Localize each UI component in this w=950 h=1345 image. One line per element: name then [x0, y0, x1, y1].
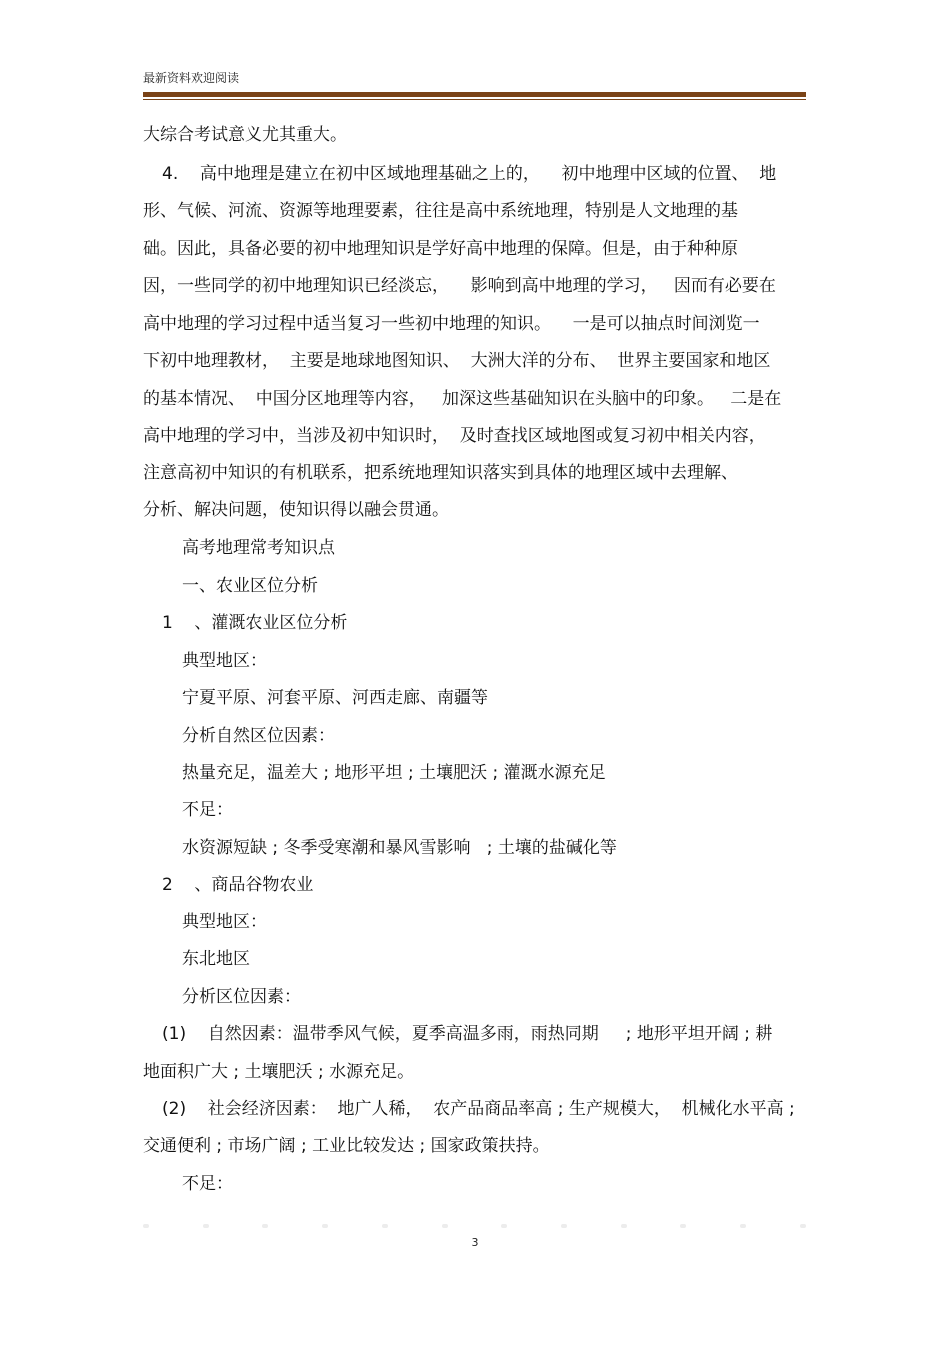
text-remnant-dot [143, 1224, 149, 1228]
text-remnant-dot [442, 1224, 448, 1228]
body-line-4: 础。因此，具备必要的初中地理知识是学好高中地理的保障。但是，由于种种原 [143, 239, 738, 259]
item-heading-2: 2 、商品谷物农业 [162, 875, 314, 895]
body-line-10: 注意高初中知识的有机联系，把系统地理知识落实到具体的地理区域中去理解、 [143, 463, 738, 483]
body-line-28: 交通便利 ; 市场广阔 ; 工业比较发达 ; 国家政策扶持。 [143, 1136, 550, 1156]
text-remnant-dot [322, 1224, 328, 1228]
header-rule-thin [143, 99, 806, 100]
body-line-1: 大综合考试意义尤其重大。 [143, 125, 347, 145]
text-remnant-dot [561, 1224, 567, 1228]
body-line-18: 热量充足，温差大 ; 地形平坦 ; 土壤肥沃 ; 灌溉水源充足 [182, 763, 606, 783]
body-line-11: 分析、解决问题，使知识得以融会贯通。 [143, 500, 449, 520]
body-line-15: 典型地区： [182, 651, 267, 671]
body-line-6: 高中地理的学习过程中适当复习一些初中地理的知识。 一是可以抽点时间浏览一 [143, 314, 760, 334]
text-remnant-dot [680, 1224, 686, 1228]
body-line-26: 地面积广大 ; 土壤肥沃 ; 水源充足。 [143, 1062, 415, 1082]
page-number: 3 [471, 1236, 479, 1249]
body-line-17: 分析自然区位因素： [182, 726, 335, 746]
text-remnant-dot [382, 1224, 388, 1228]
body-line-25: (1) 自然因素：温带季风气候，夏季高温多雨，雨热同期 ; 地形平坦开阔 ; 耕 [162, 1024, 773, 1044]
body-line-24: 分析区位因素： [182, 987, 301, 1007]
item-heading-1: 1 、灌溉农业区位分析 [162, 613, 348, 633]
body-line-23: 东北地区 [182, 949, 250, 969]
section-heading: 高考地理常考知识点 [182, 538, 335, 558]
body-line-5: 因，一些同学的初中地理知识已经淡忘， 影响到高中地理的学习， 因而有必要在 [143, 276, 776, 296]
body-line-27: (2) 社会经济因素： 地广人稀， 农产品商品率高 ; 生产规模大， 机械化水平高 ; [162, 1099, 795, 1119]
body-line-22: 典型地区： [182, 912, 267, 932]
body-line-20: 水资源短缺 ; 冬季受寒潮和暴风雪影响 ; 土壤的盐碱化等 [182, 838, 617, 858]
body-line-16: 宁夏平原、河套平原、河西走廊、南疆等 [182, 688, 488, 708]
cut-off-text-remnant [143, 1222, 806, 1230]
body-line-29: 不足： [182, 1174, 233, 1194]
text-remnant-dot [203, 1224, 209, 1228]
text-remnant-dot [501, 1224, 507, 1228]
page-header-text: 最新资料欢迎阅读 [143, 71, 240, 85]
header-rule-thick [143, 92, 806, 97]
body-line-3: 形、气候、河流、资源等地理要素，往往是高中系统地理，特别是人文地理的基 [143, 201, 738, 221]
body-line-2: 4. 高中地理是建立在初中区域地理基础之上的， 初中地理中区域的位置、 地 [162, 164, 777, 184]
text-remnant-dot [740, 1224, 746, 1228]
text-remnant-dot [800, 1224, 806, 1228]
body-line-19: 不足： [182, 800, 233, 820]
text-remnant-dot [621, 1224, 627, 1228]
body-line-7: 下初中地理教材， 主要是地球地图知识、 大洲大洋的分布、 世界主要国家和地区 [143, 351, 771, 371]
text-remnant-dot [262, 1224, 268, 1228]
body-line-9: 高中地理的学习中，当涉及初中知识时， 及时查找区域地图或复习初中相关内容， [143, 426, 766, 446]
subsection-heading: 一、农业区位分析 [182, 576, 318, 596]
body-line-8: 的基本情况、 中国分区地理等内容， 加深这些基础知识在头脑中的印象。 二是在 [143, 389, 782, 409]
